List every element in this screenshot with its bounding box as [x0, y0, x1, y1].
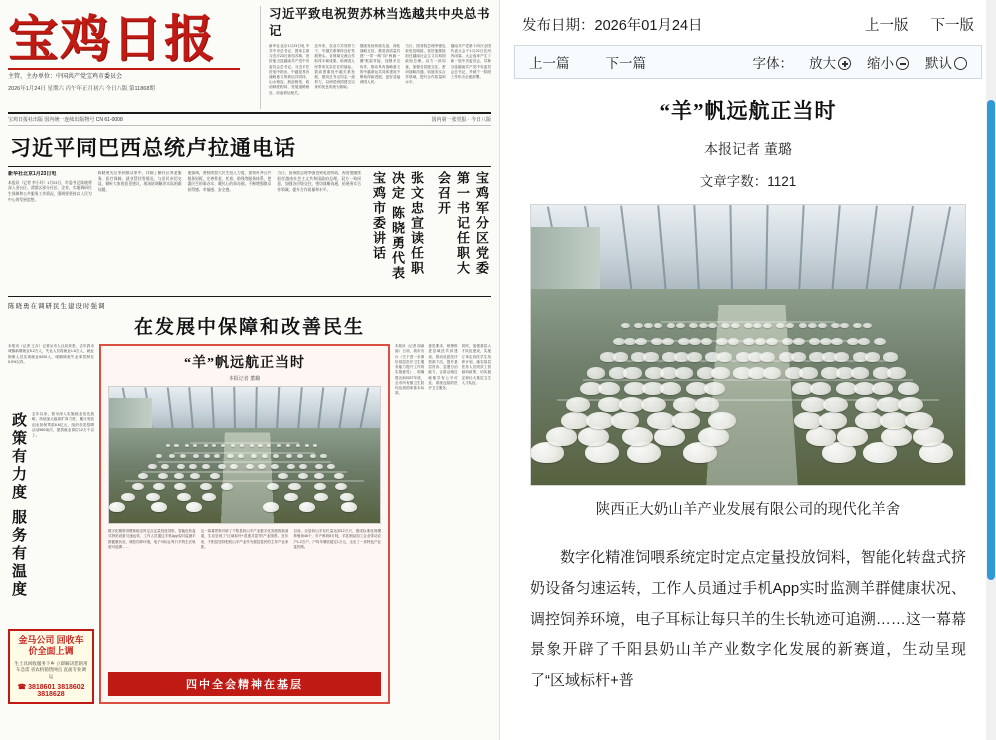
sheep — [251, 454, 257, 458]
body-column — [8, 171, 92, 291]
barn-roof-beam — [730, 205, 734, 295]
advertisement-box[interactable] — [8, 629, 94, 704]
masthead-column: 越南共产党第十四次全国代表大会于1月22日在河内闭幕。大会选举产生了新一届中央委员会，苏林当选越南共产党中央委员会总书记，并就下一阶段工作作出全面部署。 — [450, 43, 492, 79]
publish-date: 发布日期：2026年01月24日 — [522, 18, 703, 34]
sheep — [566, 397, 591, 412]
sheep — [898, 397, 923, 412]
sheep — [340, 493, 354, 502]
lower-section — [8, 344, 491, 704]
sheep — [675, 367, 693, 378]
sheep — [695, 397, 720, 412]
sheep — [708, 412, 736, 429]
barn-roof-beam — [211, 387, 215, 431]
sheep — [185, 444, 189, 447]
sheep — [212, 444, 216, 447]
sheep — [320, 454, 326, 458]
sheep — [851, 367, 869, 378]
article-title: “羊”帆远航正当时 — [659, 99, 837, 123]
sheep — [148, 464, 156, 469]
sheep — [676, 323, 685, 328]
barn-roof-beam — [359, 388, 369, 431]
barn-roof-beam — [620, 206, 633, 295]
article-author: 本报记者 董璐 — [704, 141, 792, 157]
sheep — [820, 338, 832, 345]
sheep — [708, 323, 717, 328]
third-kicker: 陈晓勇在调研民生建设时强调 — [8, 303, 106, 310]
sheep — [766, 338, 778, 345]
masthead-column: 近年来，在双方共同努力下，中越关系保持良好发展势头，各领域交流合作取得丰硕成果，给两国人民带来实实在在的福祉。我高度重视中越关系发展，愿同总书记同志一道努力，以两党两国建交以来的优良传统为基础。 — [314, 43, 355, 90]
sheep — [284, 493, 298, 502]
barn-roof-beam — [765, 205, 769, 295]
sheep — [161, 464, 169, 469]
masthead-column: 新华社北京1月23日电 中共中央总书记、国家主席习近平23日致电苏林，祝贺他当选越南共产党中央委员会总书记。习近平在贺电中指出，中越是具有战略意义的命运共同体，山水相连、唇齿相依，政治制度相同、发展道路相近、前途命运相关。 — [269, 43, 310, 95]
body-column: 当日，国务院总理李强也致电范明政，祝贺他继续担任越南社会主义共和国政府总理。双方一致同意，加强各层级交往，密切战略沟通，拓展务实合作领域，提升合作质量和水平。 — [277, 171, 361, 193]
prev-article-button[interactable]: 上一篇 — [529, 56, 570, 71]
barn-rail — [125, 480, 363, 482]
sheep — [611, 412, 639, 429]
masthead-lead-headline: 习近平致电祝贺苏林当选越共中央总书记 — [269, 7, 491, 38]
sheep — [865, 352, 880, 361]
feature-photo — [108, 386, 381, 524]
sheep — [598, 382, 619, 395]
sheep — [186, 502, 202, 512]
sheep — [644, 323, 653, 328]
sheep — [819, 412, 847, 429]
sheep — [622, 427, 653, 446]
sheep — [109, 502, 125, 512]
sheep — [315, 464, 323, 469]
barn-roof-beam — [865, 206, 878, 295]
body-column-text: 本报讯（记者 李小玲）1月23日，市委书记陈晓勇深入金台区、渭滨区部分社区、企业，实地调研民生保障和公共服务工作情况，强调要坚持以人民为中心的发展思想。 — [8, 180, 92, 202]
sheep — [799, 367, 817, 378]
sheep — [791, 352, 806, 361]
sheep — [586, 412, 614, 429]
sheep — [277, 444, 281, 447]
newspaper-nameplate: 宝鸡日报 — [8, 11, 216, 67]
masthead-right — [260, 6, 491, 109]
nameplate-rule — [8, 68, 240, 70]
nameplate-issue-info: 2026年1月24日 星期六 丙午年正月初六 今日八版 第11868期 — [8, 86, 155, 92]
sheep — [776, 323, 785, 328]
sheep — [271, 464, 279, 469]
sheep — [151, 502, 167, 512]
article-word-count: 文章字数：1121 — [699, 174, 797, 189]
nameplate-subtitle: 主管、主办单位：中国共产党宝鸡市委员会 — [8, 74, 123, 80]
sheep — [221, 444, 225, 447]
plus-circle-icon — [838, 57, 851, 70]
sheep — [673, 397, 698, 412]
third-headline: 在发展中保障和改善民生 — [133, 317, 365, 338]
next-article-button[interactable]: 下一篇 — [605, 56, 646, 71]
sheep — [299, 464, 307, 469]
sheep — [728, 338, 740, 345]
barn-illustration-large — [531, 205, 965, 485]
body-column: 他强调，要持续加大民生投入力度，加快补齐公共服务短板，完善养老、托育、助残等服务体系，把惠民生的事办实、暖民心的事办细，不断增强群众获得感、幸福感、安全感。 — [187, 171, 272, 193]
barn-roof-beam — [693, 205, 700, 295]
barn-roof-beam — [965, 207, 966, 295]
zoom-out-label: 缩小 — [867, 56, 894, 71]
sheep — [221, 483, 233, 490]
barn-roof-beam — [166, 387, 173, 430]
masthead-left — [8, 6, 260, 109]
sheep — [299, 502, 315, 512]
page-navigation — [865, 14, 974, 35]
sheep — [744, 323, 753, 328]
sheep — [672, 412, 700, 429]
sheep — [743, 338, 755, 345]
sheep — [635, 338, 647, 345]
sheep — [231, 444, 235, 447]
feature-byline: 本报记者 董璐 — [228, 376, 261, 382]
sheep — [808, 323, 817, 328]
sheep — [578, 427, 609, 446]
sheep — [177, 493, 191, 502]
sheep — [313, 444, 317, 447]
sheep — [305, 444, 309, 447]
barn-roof-beam — [932, 206, 951, 294]
sheep — [880, 412, 908, 429]
barn-aisle — [705, 305, 799, 486]
sheep — [763, 323, 772, 328]
barn-illustration — [109, 387, 380, 523]
sheep — [698, 427, 729, 446]
article-toolbar — [514, 45, 982, 79]
sheep — [561, 412, 589, 429]
sheep — [793, 338, 805, 345]
sheep — [855, 397, 880, 412]
vertical-headline: 宝鸡军分区党委第一书记任职大会召开 — [436, 171, 489, 276]
sheep — [204, 454, 210, 458]
vertical-big-headline: 政策有力度 服务有温度 — [10, 411, 26, 599]
reader-scrollbar[interactable] — [986, 0, 996, 740]
sheep — [238, 454, 244, 458]
sheep — [273, 454, 279, 458]
sheep — [654, 427, 685, 446]
barn-rail — [158, 461, 331, 463]
sheep — [613, 352, 628, 361]
barn-roof-beam — [276, 387, 280, 431]
sheep — [296, 444, 300, 447]
sheep — [755, 338, 767, 345]
barn-rail — [583, 379, 913, 381]
lower-right-columns — [395, 344, 491, 704]
sheep — [174, 444, 178, 447]
barn-roof-beam — [255, 387, 258, 431]
sheep — [262, 454, 268, 458]
sheep — [287, 464, 295, 469]
sheep — [716, 338, 728, 345]
sheep — [831, 323, 840, 328]
lower-left-text: 本报讯（记者 王卉）记者从市人社局获悉，去年我市城镇新增就业5.2万人，失业人员再就业1.8万人，就业困难人员实现就业6200人，城镇调查失业率控制在5.5%以内。 — [8, 344, 94, 365]
barn-roof-beam — [898, 206, 914, 295]
article-reader-pane — [500, 0, 996, 740]
sheep — [874, 338, 886, 345]
sheep — [623, 367, 641, 378]
feature-column: 目前，全县奶山羊存栏量达到12万只，建成标准化规模养殖场46个，年产鲜奶8万吨，羊乳制品加工企业带动农户1.2万户，户均年增收超过1万元，走出了一条特色产业富民路。 — [293, 529, 382, 549]
sheep — [132, 483, 144, 490]
zoom-in-label: 放大 — [809, 56, 836, 71]
body-dateline: 新华社北京1月23日电 — [8, 171, 57, 177]
sheep — [546, 427, 577, 446]
default-size-button[interactable] — [925, 52, 967, 72]
sheep — [831, 338, 843, 345]
sheep — [218, 464, 226, 469]
masthead-strip — [8, 114, 491, 126]
zoom-out-button[interactable] — [867, 52, 909, 72]
feature-article-box[interactable] — [99, 344, 390, 704]
sheep — [189, 464, 197, 469]
sheep — [166, 444, 170, 447]
sheep — [227, 454, 233, 458]
sheep — [855, 412, 883, 429]
sheep — [760, 352, 775, 361]
sheep — [872, 382, 893, 395]
sheep — [905, 412, 933, 429]
lower-right-text: 本报讯（记者 周淑丽）日前，我市出台《关于进一步做好基层医疗卫生服务能力提升工作的实施意见》，明确提出到2027年底，全市所有镇卫生院均达到国家基本标准。 — [395, 344, 425, 396]
sheep — [341, 502, 357, 512]
feature-banner: 四中全会精神在基层 — [108, 672, 381, 696]
sheep — [810, 382, 831, 395]
sheep — [121, 493, 135, 502]
barn-roof-beam — [831, 205, 841, 294]
sheep — [202, 493, 216, 502]
sheep — [180, 454, 186, 458]
strip-left-text: 宝鸡日报社出版 国内统一连续出版物号 CN 61-0008 — [8, 117, 123, 123]
ad-phone: ☎ 3818601 3818602 3818628 — [17, 684, 85, 698]
sheep — [806, 427, 837, 446]
sheep — [863, 323, 872, 328]
sheep — [587, 367, 605, 378]
feature-column: 数字化精准饲喂系统定时定点定量投放饲料，智能化转盘式挤奶设备匀速运转，工作人员通过手机App实时监测羊群健康状况、调控饲养环境，电子耳标让每只羊的生长轨迹可追溯…… — [108, 529, 196, 549]
article-body-text: 数字化精准饲喂系统定时定点定量投放饲料，智能化转盘式挤奶设备匀速运转，工作人员通过手机App实时监测羊群健康状况、调控饲养环境，电子耳标让每只羊的生长轨迹可追溯……这一幕幕景象开辟了千阳县奶山羊产业数字化发展的新赛道，生动呈现了“区域标杆+普 — [530, 549, 966, 689]
sheep — [662, 338, 674, 345]
sheep — [286, 444, 290, 447]
sheep — [193, 454, 199, 458]
sheep — [258, 444, 262, 447]
sheep — [204, 444, 208, 447]
sheep — [887, 367, 905, 378]
sheep — [689, 338, 701, 345]
sheep — [647, 412, 675, 429]
sheep — [177, 464, 185, 469]
sheep — [782, 338, 794, 345]
reader-topbar — [500, 0, 996, 45]
lower-left-text: 去年以来，我市深入实施就业优先战略，持续加大稳岗扩岗力度，累计发放创业担保贷款8.6亿元，组织各类招聘活动560场次，提供就业岗位12万个以上。 — [32, 411, 94, 438]
sheep — [230, 464, 238, 469]
body-column: 陈晓勇先后来到群众家中，详细了解社区养老服务、医疗保障、就业帮扶等情况，与居民亲切交谈，倾听大家的意见建议，现场协调解决实际困难问题。 — [97, 171, 182, 193]
barn-roof-beam — [380, 388, 381, 431]
barn-roof-beam — [338, 387, 347, 430]
ad-subtitle: 生土具回收服务下乡 立即解决您的用车急需 省农机销售网点 直面专业调运 — [14, 661, 88, 679]
sheep — [327, 464, 335, 469]
sheep — [711, 367, 729, 378]
sheep — [153, 483, 165, 490]
sheep — [297, 454, 303, 458]
masthead-column: 当日，国务院总理李强也致电范明政，祝贺他继续担任越南社会主义共和国政府总理。双方一致同意，加强各层级交往，密切战略沟通，拓展务实合作领域，提升合作质量和水平。 — [405, 43, 446, 85]
sheep — [731, 323, 740, 328]
sheep — [834, 352, 849, 361]
secondary-headline: 习近平同巴西总统卢拉通电话 — [8, 126, 491, 167]
sheep — [689, 323, 698, 328]
sheep — [858, 338, 870, 345]
sheep — [847, 338, 859, 345]
minus-circle-icon — [896, 57, 909, 70]
article-image — [530, 204, 966, 486]
sheep — [250, 444, 254, 447]
feature-title: “羊”帆远航正当时 — [184, 356, 305, 371]
sheep — [169, 454, 175, 458]
ad-title: 金马公司 回收车价全面上调 — [18, 634, 84, 657]
sheep — [717, 352, 732, 361]
next-page-button[interactable]: 下一版 — [930, 18, 974, 34]
sheep — [643, 352, 658, 361]
sheep — [881, 427, 912, 446]
secondary-body-columns — [8, 171, 491, 291]
barn-roof-beam — [317, 387, 324, 430]
sheep — [202, 464, 210, 469]
sheep — [809, 338, 821, 345]
font-size-label: 字体： — [752, 56, 793, 71]
toolbar-right-group — [753, 52, 968, 72]
lower-left-column — [8, 344, 94, 704]
feature-text-columns — [108, 529, 381, 647]
third-headline-block — [8, 296, 491, 339]
sheep — [258, 464, 266, 469]
circle-icon — [954, 57, 967, 70]
article-content — [500, 79, 996, 740]
sheep — [200, 483, 212, 490]
zoom-in-button[interactable] — [809, 52, 851, 72]
default-size-label: 默认 — [925, 56, 952, 71]
barn-roof-beam — [657, 205, 667, 294]
sheep — [288, 483, 300, 490]
lower-right-text: 意见要求，统筹推进县域医共体建设，推动优质医疗资源下沉，提升基层首诊、急慢分治能力，让群众就近就便享有公平可及、系统连续的医疗卫生服务。 — [428, 344, 458, 390]
sheep — [898, 382, 919, 395]
sheep — [837, 427, 868, 446]
sheep — [823, 397, 848, 412]
sheep — [240, 444, 244, 447]
sheep — [286, 454, 292, 458]
sheep — [913, 427, 944, 446]
barn-roof-beam — [297, 387, 303, 431]
barn-roof-beam — [798, 205, 805, 295]
sheep — [818, 323, 827, 328]
sheep — [794, 412, 822, 429]
article-image-caption: 陕西正大奶山羊产业发展有限公司的现代化羊舍 — [595, 502, 901, 518]
sheep — [146, 493, 160, 502]
sheep — [701, 338, 713, 345]
sheep — [246, 464, 254, 469]
newspaper-masthead — [8, 6, 491, 114]
vertical-headline-side: 张文忠宣读任职决定 陈晓勇代表宝鸡市委讲话 — [371, 171, 424, 282]
sheep — [641, 397, 666, 412]
sheep — [174, 483, 186, 490]
sheep — [763, 367, 781, 378]
barn-roof-beam — [233, 387, 236, 431]
strip-right-text: 国内第一张党报 · 今日八版 — [431, 117, 491, 123]
lower-right-text: 同时，加强基层人才队伍建设，实施订单定向医学生培养计划，落实基层医务人员绩效工资倾斜政策，切实稳定和壮大基层卫生人才队伍。 — [461, 344, 491, 385]
sheep — [156, 454, 162, 458]
masthead-column: 继续发扬传统友谊，深化战略互信，推进高质量共建“一带一路”同“两廊一圈”框架对接，加强多边协作，推动具有战略意义的中越命运共同体建设不断取得新进展，更好造福两国人民。 — [359, 43, 401, 85]
barn-roof-beam — [189, 387, 195, 431]
scrollbar-thumb[interactable] — [987, 100, 995, 580]
sheep — [214, 454, 220, 458]
masthead-columns — [269, 44, 491, 106]
sheep — [267, 444, 271, 447]
prev-page-button[interactable]: 上一版 — [865, 18, 909, 34]
toolbar-left-group — [529, 52, 646, 72]
feature-column: 这一幕幕景象开辟了千阳县奶山羊产业数字化发展的新赛道，生动呈现了“区域标杆+普惠共富”的产业图景。近年来，千阳县坚持把奶山羊产业作为强县富民的主导产业来抓。 — [200, 529, 289, 549]
sheep — [687, 352, 702, 361]
sheep — [699, 323, 708, 328]
sheep — [883, 352, 898, 361]
sheep — [310, 454, 316, 458]
